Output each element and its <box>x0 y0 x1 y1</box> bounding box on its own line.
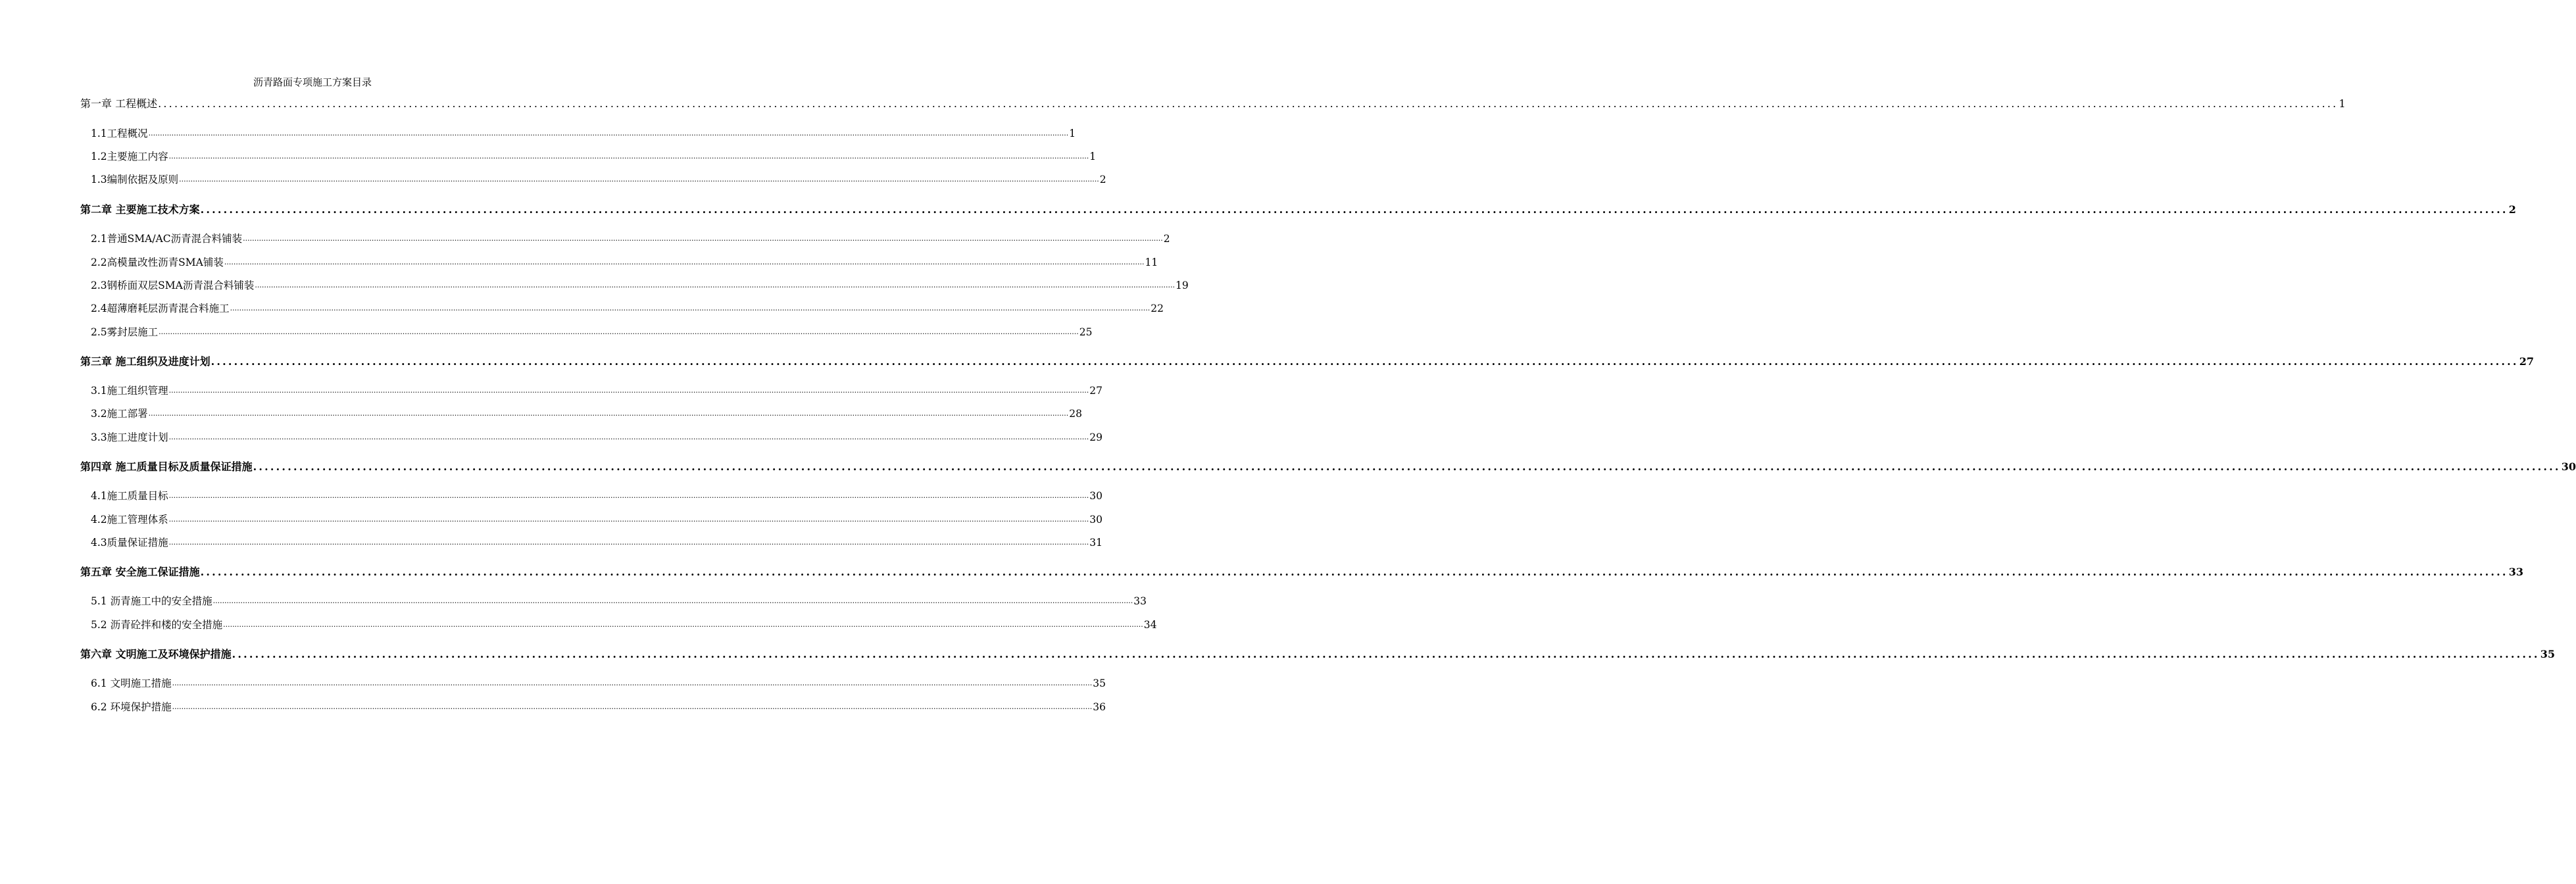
toc-entry-text: 2.1普通SMA/AC沥青混合料铺装 <box>91 233 243 245</box>
toc-entry-text: 6.1 文明施工措施 <box>91 677 172 689</box>
toc-page-number: 34 <box>1143 619 1157 631</box>
toc-leader-dots: ................................................................................................................................................................................................................................................................................................................................................................................................................ <box>158 97 2339 110</box>
toc-leader-dots: ................................................................................................................................................................................................................................................................................................................................................................................................................ <box>211 355 2519 368</box>
toc-entry-text: 第六章 文明施工及环境保护措施 <box>80 648 232 660</box>
toc-page-number: 19 <box>1175 280 1189 291</box>
toc-leader-dots: ................................................................................................................................................................................................................................................................................................................................................................................................................ <box>230 304 1151 312</box>
toc-page-number: 29 <box>1089 431 1103 443</box>
toc-page-number: 2 <box>2508 203 2516 216</box>
toc-chapter-5[interactable] <box>80 564 2523 580</box>
toc-leader-dots: ................................................................................................................................................................................................................................................................................................................................................................................................................ <box>255 281 1175 289</box>
toc-section-6-1[interactable] <box>91 675 1106 691</box>
toc-leader-dots: ................................................................................................................................................................................................................................................................................................................................................................................................................ <box>224 258 1145 266</box>
toc-entry-text: 第三章 施工组织及进度计划 <box>80 355 211 368</box>
toc-section-2-1[interactable] <box>91 231 1170 247</box>
toc-page-number: 33 <box>1133 595 1147 607</box>
toc-section-2-3[interactable] <box>91 278 1189 293</box>
toc-page-number: 2 <box>1163 233 1170 245</box>
toc-entry-text: 1.3编制依据及原则 <box>91 174 179 185</box>
toc-entry-text: 4.3质量保证措施 <box>91 537 168 549</box>
document-title: 沥青路面专项施工方案目录 <box>253 76 372 88</box>
toc-leader-dots: ................................................................................................................................................................................................................................................................................................................................................................................................................ <box>168 152 1089 160</box>
toc-entry-text: 1.2主要施工内容 <box>91 151 168 162</box>
toc-page-number: 27 <box>2519 355 2534 368</box>
toc-page-number: 1 <box>1069 128 1076 139</box>
toc-page-number: 1 <box>1089 151 1097 162</box>
toc-section-2-2[interactable] <box>91 255 1158 270</box>
toc-chapter-3[interactable] <box>80 354 2534 370</box>
toc-page-number: 11 <box>1145 257 1158 268</box>
toc-entry-text: 3.1施工组织管理 <box>91 385 168 397</box>
toc-section-3-3[interactable] <box>91 430 1103 445</box>
toc-page-number: 35 <box>2540 648 2555 660</box>
toc-page-number: 1 <box>2339 97 2346 110</box>
toc-page-number: 36 <box>1093 701 1106 713</box>
toc-entry-text: 6.2 环境保护措施 <box>91 701 172 713</box>
toc-entry-text: 2.5雾封层施工 <box>91 326 159 338</box>
toc-entry-text: 第四章 施工质量目标及质量保证措施 <box>80 460 253 473</box>
toc-page-number: 31 <box>1089 537 1103 549</box>
toc-section-1-2[interactable] <box>91 149 1097 164</box>
toc-page-number: 35 <box>1093 677 1106 689</box>
toc-entry-text: 1.1工程概况 <box>91 128 148 139</box>
toc-section-5-2[interactable] <box>91 617 1157 633</box>
toc-entry-text: 第二章 主要施工技术方案 <box>80 203 200 216</box>
toc-leader-dots: ................................................................................................................................................................................................................................................................................................................................................................................................................ <box>253 460 2561 473</box>
toc-leader-dots: ................................................................................................................................................................................................................................................................................................................................................................................................................ <box>200 566 2508 578</box>
toc-section-3-2[interactable] <box>91 406 1083 422</box>
toc-entry-text: 2.2高模量改性沥青SMA铺装 <box>91 257 224 268</box>
toc-section-6-2[interactable] <box>91 699 1106 715</box>
toc-leader-dots: ................................................................................................................................................................................................................................................................................................................................................................................................................ <box>168 515 1089 524</box>
toc-leader-dots: ................................................................................................................................................................................................................................................................................................................................................................................................................ <box>232 648 2540 660</box>
toc-entry-text: 3.2施工部署 <box>91 408 148 420</box>
toc-page-number: 22 <box>1151 303 1164 314</box>
toc-leader-dots: ................................................................................................................................................................................................................................................................................................................................................................................................................ <box>212 597 1133 605</box>
toc-chapter-4[interactable] <box>80 459 2576 475</box>
toc-leader-dots: ................................................................................................................................................................................................................................................................................................................................................................................................................ <box>243 234 1163 243</box>
toc-section-2-5[interactable] <box>91 324 1093 340</box>
toc-section-1-3[interactable] <box>91 172 1106 187</box>
toc-entry-text: 2.4超薄磨耗层沥青混合料施工 <box>91 303 230 314</box>
toc-leader-dots: ................................................................................................................................................................................................................................................................................................................................................................................................................ <box>172 702 1093 711</box>
toc-page-number: 28 <box>1069 408 1083 420</box>
toc-entry-text: 3.3施工进度计划 <box>91 431 168 443</box>
toc-entry-text: 2.3钢桥面双层SMA沥青混合料铺装 <box>91 280 255 291</box>
toc-chapter-6[interactable] <box>80 647 2555 662</box>
toc-leader-dots: ................................................................................................................................................................................................................................................................................................................................................................................................................ <box>148 129 1069 137</box>
toc-leader-dots: ................................................................................................................................................................................................................................................................................................................................................................................................................ <box>168 433 1089 441</box>
toc-page-number: 30 <box>1089 514 1103 526</box>
toc-leader-dots: ................................................................................................................................................................................................................................................................................................................................................................................................................ <box>179 175 1099 184</box>
toc-leader-dots: ................................................................................................................................................................................................................................................................................................................................................................................................................ <box>172 679 1093 687</box>
toc-leader-dots: ................................................................................................................................................................................................................................................................................................................................................................................................................ <box>168 491 1089 500</box>
toc-leader-dots: ................................................................................................................................................................................................................................................................................................................................................................................................................ <box>223 620 1143 629</box>
toc-chapter-1[interactable] <box>80 96 2346 112</box>
toc-leader-dots: ................................................................................................................................................................................................................................................................................................................................................................................................................ <box>168 386 1089 395</box>
toc-page-number: 27 <box>1089 385 1103 397</box>
toc-entry-text: 第一章 工程概述 <box>80 97 158 110</box>
toc-section-4-1[interactable] <box>91 488 1103 504</box>
toc-section-2-4[interactable] <box>91 301 1164 316</box>
toc-section-3-1[interactable] <box>91 383 1103 399</box>
toc-leader-dots: ................................................................................................................................................................................................................................................................................................................................................................................................................ <box>168 538 1089 547</box>
toc-leader-dots: ................................................................................................................................................................................................................................................................................................................................................................................................................ <box>200 203 2508 216</box>
toc-chapter-2[interactable] <box>80 202 2516 218</box>
toc-section-4-3[interactable] <box>91 535 1103 551</box>
toc-entry-text: 4.2施工管理体系 <box>91 514 168 526</box>
toc-section-4-2[interactable] <box>91 512 1103 528</box>
toc-entry-text: 5.2 沥青砼拌和楼的安全措施 <box>91 619 223 631</box>
toc-page-number: 30 <box>2561 460 2576 473</box>
toc-leader-dots: ................................................................................................................................................................................................................................................................................................................................................................................................................ <box>159 328 1079 336</box>
toc-entry-text: 第五章 安全施工保证措施 <box>80 566 200 578</box>
toc-section-1-1[interactable] <box>91 126 1076 141</box>
toc-entry-text: 4.1施工质量目标 <box>91 490 168 502</box>
toc-page-number: 25 <box>1079 326 1093 338</box>
toc-leader-dots: ................................................................................................................................................................................................................................................................................................................................................................................................................ <box>148 409 1069 418</box>
toc-page-number: 30 <box>1089 490 1103 502</box>
toc-section-5-1[interactable] <box>91 593 1147 609</box>
toc-page-number: 2 <box>1099 174 1106 185</box>
toc-page-number: 33 <box>2508 566 2523 578</box>
toc-entry-text: 5.1 沥青施工中的安全措施 <box>91 595 212 607</box>
